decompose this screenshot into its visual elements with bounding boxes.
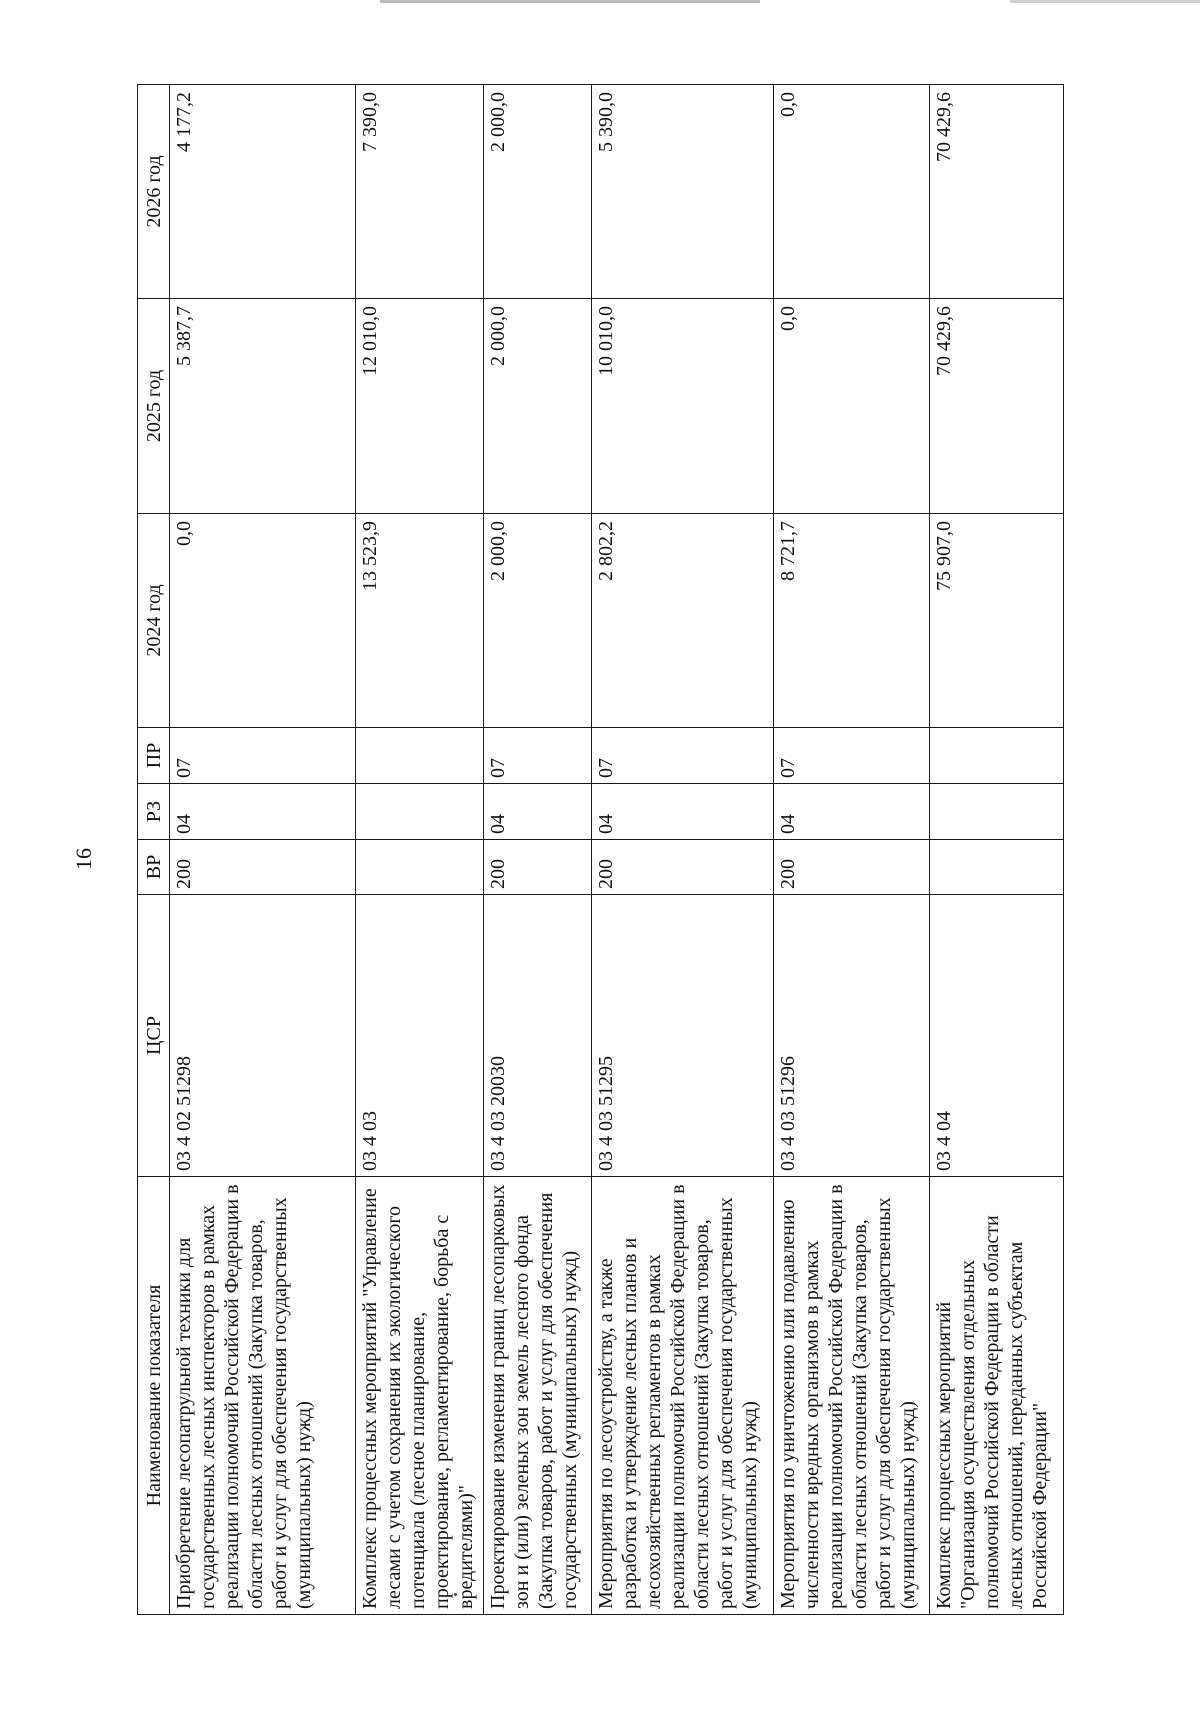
cell-rz: 04 [592,784,774,840]
cell-2025: 0,0 [774,299,930,514]
cell-vr [356,840,484,895]
cell-pr: 07 [592,728,774,784]
cell-2024: 2 000,0 [484,514,592,728]
cell-2026: 4 177,2 [170,85,356,299]
cell-vr: 200 [774,840,930,895]
header-2024: 2024 год [138,514,170,728]
cell-name: Проектирование изменения границ лесопарковых зон и (или) зеленых зон земель лесного фонда (Закупка товаров, работ и услуг для обеспечения государственных (муниципальных) нужд) [484,1177,592,1615]
table-row [774,85,930,1615]
cell-csr: 03 4 03 51296 [774,895,930,1177]
cell-name: Мероприятия по лесоустройству, а также разработка и утверждение лесных планов и лесохозяйственных регламентов в рамках реализации полномочий Российской Федерации в области лесных отношений (Закупка товаров, работ и услуг для обеспечения государственных (муниципальных) нужд) [592,1177,774,1615]
table-row [356,85,484,1615]
cell-2026: 5 390,0 [592,85,774,299]
page-number: 16 [71,848,96,870]
cell-csr: 03 4 03 [356,895,484,1177]
header-csr: ЦСР [138,895,170,1177]
cell-2026: 7 390,0 [356,85,484,299]
cell-rz: 04 [170,784,356,840]
cell-name: Комплекс процессных мероприятий "Организация осуществления отдельных полномочий Российской Федерации в области лесных отношений, переданных субъектам Российской Федерации" [930,1177,1064,1615]
table-row [592,85,774,1615]
cell-2024: 0,0 [170,514,356,728]
cell-rz [930,784,1064,840]
cell-vr [930,840,1064,895]
cell-pr: 07 [484,728,592,784]
cell-2025: 70 429,6 [930,299,1064,514]
cell-csr: 03 4 03 20030 [484,895,592,1177]
cell-2025: 10 010,0 [592,299,774,514]
header-rz: РЗ [138,784,170,840]
cell-vr: 200 [484,840,592,895]
scan-top-edge [0,0,1200,3]
cell-rz: 04 [484,784,592,840]
cell-2024: 13 523,9 [356,514,484,728]
cell-pr [930,728,1064,784]
cell-name: Мероприятия по уничтожению или подавлению численности вредных организмов в рамках реализации полномочий Российской Федерации в области лесных отношений (Закупка товаров, работ и услуг для обеспечения государственных (муниципальных) нужд) [774,1177,930,1615]
cell-csr: 03 4 04 [930,895,1064,1177]
cell-2024: 75 907,0 [930,514,1064,728]
cell-2026: 0,0 [774,85,930,299]
header-2026: 2026 год [138,85,170,299]
cell-vr: 200 [592,840,774,895]
cell-rz: 04 [774,784,930,840]
cell-name: Приобретение лесопатрульной техники для государственных лесных инспекторов в рамках реализации полномочий Российской Федерации в области лесных отношений (Закупка товаров, работ и услуг для обеспечения государственных (муниципальных) нужд) [170,1177,356,1615]
cell-pr: 07 [774,728,930,784]
cell-2025: 5 387,7 [170,299,356,514]
header-pr: ПР [138,728,170,784]
cell-vr: 200 [170,840,356,895]
cell-2026: 70 429,6 [930,85,1064,299]
cell-2024: 2 802,2 [592,514,774,728]
header-2025: 2025 год [138,299,170,514]
cell-2025: 2 000,0 [484,299,592,514]
table-header-row [138,85,170,1615]
table-row [930,85,1064,1615]
cell-2026: 2 000,0 [484,85,592,299]
budget-table [137,84,1064,1615]
cell-csr: 03 4 03 51295 [592,895,774,1177]
cell-pr: 07 [170,728,356,784]
header-name: Наименование показателя [138,1177,170,1615]
cell-2024: 8 721,7 [774,514,930,728]
cell-name: Комплекс процессных мероприятий "Управление лесами с учетом сохранения их экологического потенциала (лесное планирование, проектирование, регламентирование, борьба с вредителями)" [356,1177,484,1615]
table-row [170,85,356,1615]
header-vr: ВР [138,840,170,895]
cell-rz [356,784,484,840]
table-row [484,85,592,1615]
cell-pr [356,728,484,784]
cell-csr: 03 4 02 51298 [170,895,356,1177]
cell-2025: 12 010,0 [356,299,484,514]
rotated-page-content [137,85,1051,1615]
